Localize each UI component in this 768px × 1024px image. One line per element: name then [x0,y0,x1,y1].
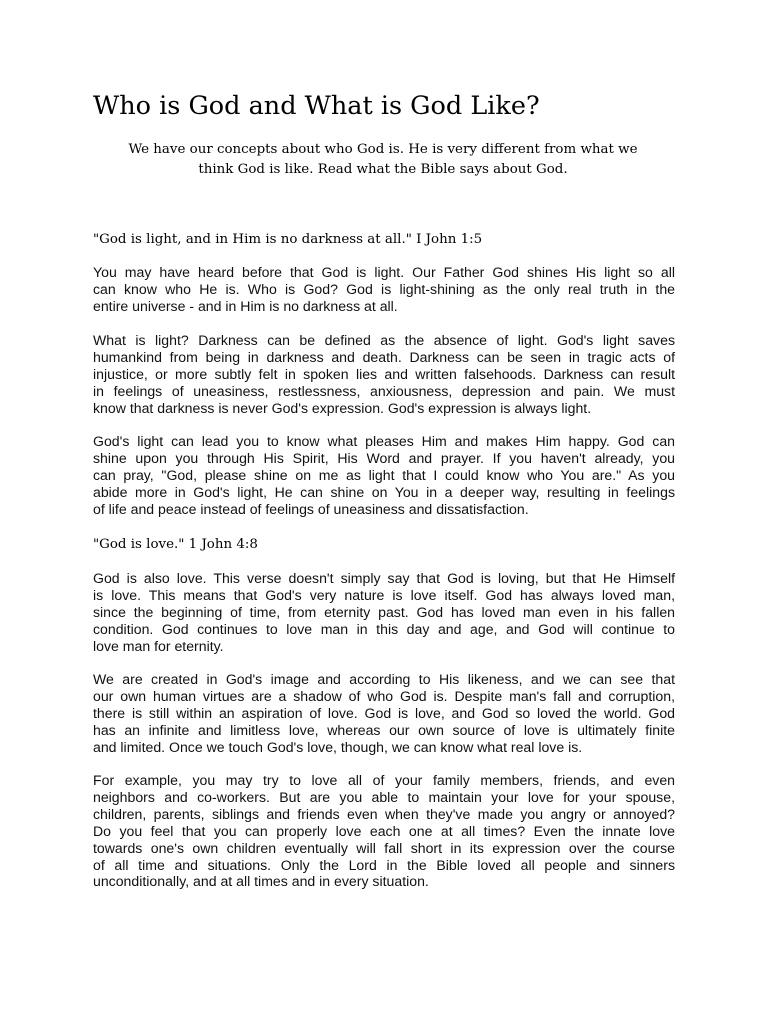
paragraph-line: injustice, or more subtly felt in spoken lies and written falsehoods. Darkness can result [93,365,675,382]
paragraph-line: is love. This means that God's very nature is love itself. God has always loved man, [93,586,675,603]
paragraph-line: children, parents, siblings and friends even when they've made you angry or annoyed? [93,805,675,822]
verse-heading-light: "God is light, and in Him is no darkness at all." I John 1:5 [93,232,483,247]
page-title: Who is God and What is God Like? [93,91,540,121]
paragraph-god-is-love [93,570,675,655]
paragraph-line: of life and peace instead of feelings of uneasiness and dissatisfaction. [93,500,529,517]
paragraph-line: God is also love. This verse doesn't simply say that God is loving, but that He Himself [93,570,675,586]
subtitle-line: think God is like. Read what the Bible says about God. [198,162,568,177]
paragraph-line: condition. God continues to love man in this day and age, and God will continue to [93,620,675,637]
paragraph-line: Do you feel that you can properly love each one at all times? Even the innate love [93,822,675,839]
paragraph-line: of all time and situations. Only the Lord in the Bible loved all people and sinners [93,856,675,873]
paragraph-gods-light [93,433,675,518]
paragraph-line: towards one's own children eventually will fall short in its expression over the course [93,839,675,856]
subtitle-line: We have our concepts about who God is. He is very different from what we [128,142,638,157]
paragraph-line: since the beginning of time, from eternity past. God has loved man even in his fallen [93,603,675,620]
paragraph-line: neighbors and co-workers. But are you able to maintain your love for your spouse, [93,788,675,805]
paragraph-line: humankind from being in darkness and death. Darkness can be seen in tragic acts of [93,348,675,365]
paragraph-line: can know who He is. Who is God? God is light-shining as the only real truth in the [93,280,675,297]
verse-heading-love: "God is love." 1 John 4:8 [93,537,258,552]
paragraph-god-is-light [93,264,675,315]
paragraph-line: For example, you may try to love all of your family members, friends, and even [93,772,675,788]
paragraph-for-example [93,772,675,890]
paragraph-line: entire universe - and in Him is no darkness at all. [93,297,398,314]
subtitle [93,140,673,180]
paragraph-line: God's light can lead you to know what pleases Him and makes Him happy. God can [93,433,675,449]
paragraph-line: abide more in God's light, He can shine on You in a deeper way, resulting in feelings [93,483,675,500]
paragraph-line: has an infinite and limitless love, whereas our own source of love is ultimately finite [93,721,675,738]
paragraph-line: unconditionally, and at all times and in every situation. [93,873,429,890]
paragraph-line: in feelings of uneasiness, restlessness, anxiousness, depression and pain. We must [93,382,675,399]
paragraph-line: know that darkness is never God's expression. God's expression is always light. [93,399,592,416]
paragraph-line: love man for eternity. [93,637,224,654]
paragraph-line: What is light? Darkness can be defined as the absence of light. God's light saves [93,332,675,348]
paragraph-line: You may have heard before that God is light. Our Father God shines His light so all [93,264,675,280]
paragraph-line: can pray, "God, please shine on me as light that I could know who You are." As you [93,466,675,483]
paragraph-created-in-image [93,671,675,756]
paragraph-line: We are created in God's image and according to His likeness, and we can see that [93,671,675,687]
paragraph-line: there is still within an aspiration of love. God is love, and God so loved the world. God [93,704,675,721]
paragraph-line: shine upon you through His Spirit, His Word and prayer. If you haven't already, you [93,449,675,466]
paragraph-line: and limited. Once we touch God's love, though, we can know what real love is. [93,738,583,755]
paragraph-what-is-light [93,332,675,417]
paragraph-line: our own human virtues are a shadow of who God is. Despite man's fall and corruption, [93,687,675,704]
